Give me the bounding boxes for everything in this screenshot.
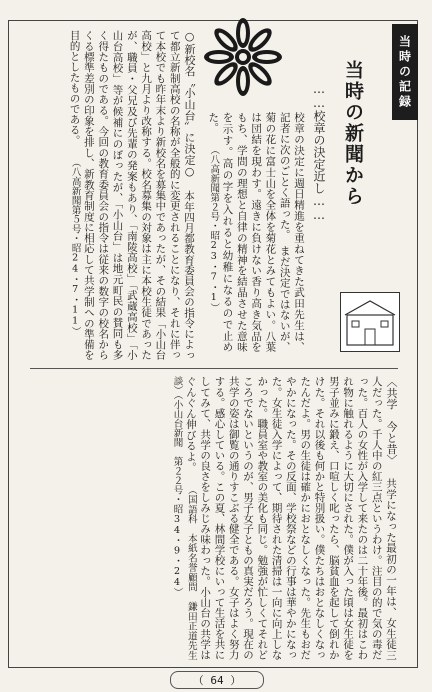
school-building-illustration [340, 292, 400, 352]
section-tab: 当時の記録 [392, 24, 418, 120]
headline: 当時の新聞から [342, 60, 364, 207]
article-coeducation-heading: 〈共学 今と昔〉 [385, 376, 398, 466]
divider [30, 368, 398, 369]
article-school-name-body: 本年四月都教育委員会の指令によって都立新制高校の名称が全般的に変更されることになり、それに伴って本校でも昨年末より新校名を募集中であったが、その結果「小山台高校」と九月より改称する。校名募集の対象は主に本校生徒であったが、職員・父兄及び先輩の発案もあり、「南陵高校」「武蔵高校」「小山台高校」等が候補にのぼったが、「小山台」は地元町民の賛同も多く得たものである。今回の教育委員会の指令は従来の数字の校名からくる標準差別の印象を排し、新教育制度に相応して共学制への準備を目的としたものである。 [68, 30, 195, 361]
article-school-name [30, 30, 196, 360]
article-school-name-heading: ○新校名〝小山台〟に決定○ [183, 30, 196, 179]
article-emblem-body: 校章の決定に週日精進を重ねてきた武田先生は、記者に次のごとく語った。 まだ決定ではないが、菊の花に富士山を全体を菊花とみてもよい。八葉は団結を現わす。遠きに負けない香り高き気品をもち、学問の理想と自律の精神を結晶させた意味を示す。高の字を入れると幼稚になるので止めた。 [207, 112, 305, 352]
article-coeducation-body: 共学になった最初の一年は、女生徒三人だった。千人中の紅三点というわけ。注目の的で気の毒だった。百人の女性が入学して来たのは二十年後。最初はこわれ物に触れるように大切にされた。僕が入った頃は女生徒を男子並みに鍛え、口喧しく叱ったら、脳貧血を起して倒れかけた。それ以後も何かと特別扱い。僕たちはおとなしくなったんだよ。男の生徒は確かにおとなしくなった。先生もおだやかになった。その反面、学校祭などの行事は華やかになった。女生徒入学によって、期待された清掃は一向に向上しなかった。職員室や教室の美化も同じ。勉強が忙しくてそれどころでないというのが、男子女子ともの真実だろう。現在の共学の姿は御覧の通りすこぶる健全である。女子はよく努力する。感心している。この夏、林間学校にいって生活を共にしてみて、共学の良さをしみじみ味わった。小山台の共学はぐんぐん伸びるよ。 [184, 376, 397, 661]
page-number: （ 64 ） [170, 671, 264, 689]
school-emblem-icon [202, 16, 284, 98]
article-emblem-citation: （八高新聞第２号・昭23・7・1） [208, 145, 220, 313]
article-coeducation-citation: （国語科 本紙名誉顧問 鎌田正道先生談）（小山台新聞 第２２号・昭34・9・24） [171, 376, 197, 661]
article-emblem [200, 112, 306, 352]
article-coeducation [30, 376, 398, 660]
article-school-name-citation: （八高新聞第５号・昭24・7・11） [69, 157, 81, 336]
subheadline: ……校章の決定近し…… [312, 82, 326, 222]
